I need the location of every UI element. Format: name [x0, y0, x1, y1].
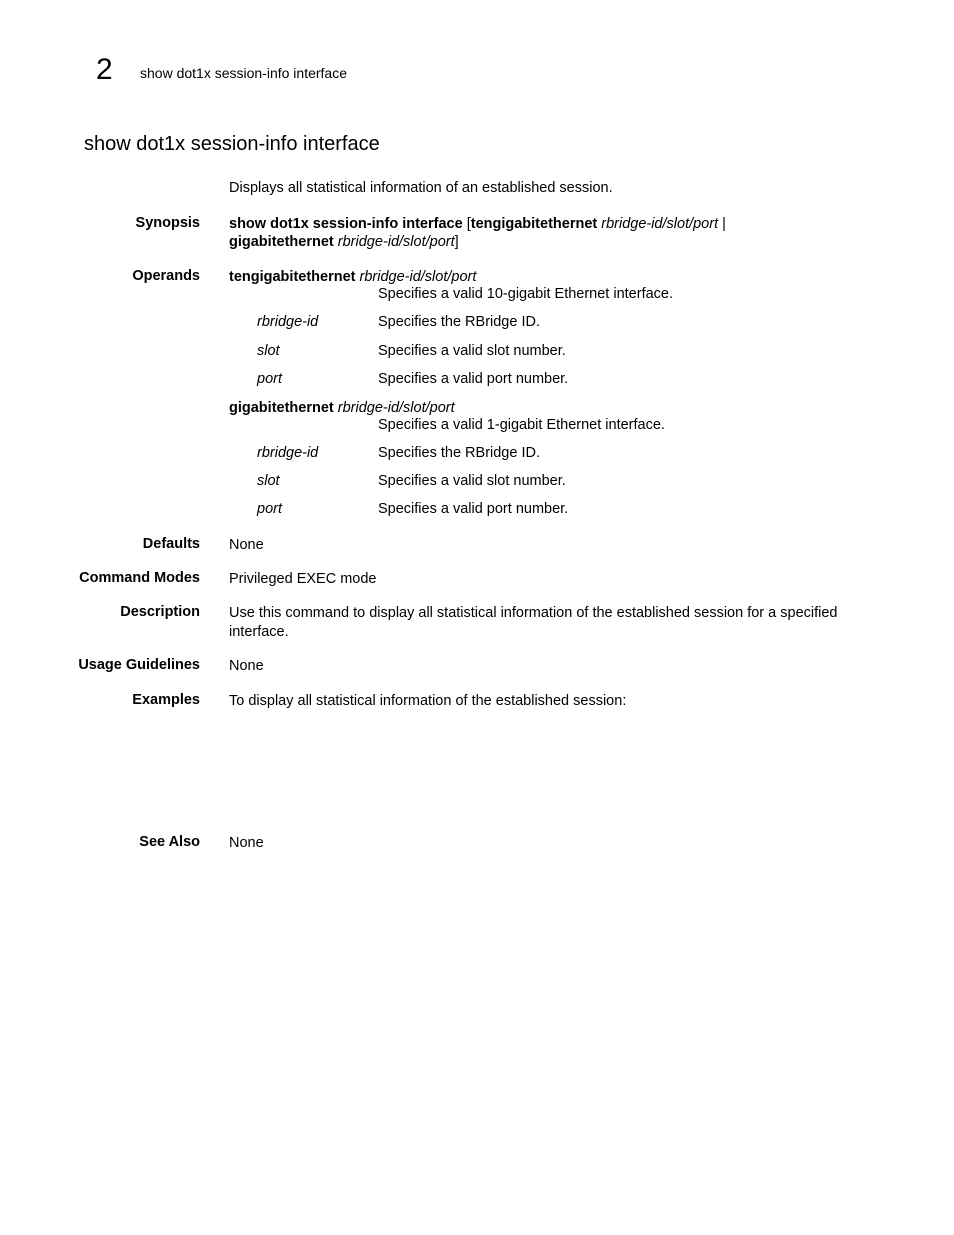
command-modes-text: Privileged EXEC mode	[229, 571, 377, 587]
param-desc: Specifies the RBridge ID.	[378, 445, 540, 461]
running-header: show dot1x session-info interface	[140, 65, 347, 81]
operand-group-1-desc: Specifies a valid 10-gigabit Ethernet interface.	[378, 286, 674, 302]
operand-group-2-desc: Specifies a valid 1-gigabit Ethernet interface.	[378, 417, 665, 433]
param-desc: Specifies a valid port number.	[378, 371, 569, 387]
param-desc: Specifies the RBridge ID.	[378, 314, 540, 330]
synopsis-line-2	[229, 233, 459, 252]
operand-arg: rbridge-id/slot/port	[359, 269, 477, 285]
defaults-text: None	[229, 537, 264, 553]
param-name: slot	[257, 343, 280, 359]
operand-group-2-heading	[229, 399, 455, 418]
synopsis-bracket-close: ]	[454, 234, 459, 250]
see-also-text: None	[229, 835, 264, 851]
param-name: port	[257, 371, 282, 387]
param-desc: Specifies a valid slot number.	[378, 343, 566, 359]
synopsis-keyword-1: tengigabitethernet	[470, 216, 598, 232]
param-name: port	[257, 501, 282, 517]
command-modes-label: Command Modes	[79, 570, 200, 586]
page-title: show dot1x session-info interface	[84, 133, 380, 155]
chapter-number: 2	[96, 53, 113, 86]
param-desc: Specifies a valid port number.	[378, 501, 569, 517]
synopsis-separator: |	[722, 216, 726, 232]
defaults-label: Defaults	[142, 536, 200, 552]
operand-arg: rbridge-id/slot/port	[337, 400, 455, 416]
synopsis-arg-2: rbridge-id/slot/port	[337, 234, 455, 250]
param-name: rbridge-id	[257, 445, 319, 461]
examples-label: Examples	[132, 692, 200, 708]
operand-keyword: gigabitethernet	[229, 400, 334, 416]
synopsis-arg-1: rbridge-id/slot/port	[601, 216, 719, 232]
intro-text: Displays all statistical information of an established session.	[229, 180, 613, 196]
synopsis-label: Synopsis	[135, 215, 200, 231]
param-desc: Specifies a valid slot number.	[378, 473, 566, 489]
description-text: Use this command to display all statistical information of the established session for a specified interface.	[229, 605, 838, 640]
synopsis-keyword-2: gigabitethernet	[229, 234, 334, 250]
synopsis-bracket-open: [	[466, 216, 471, 232]
see-also-label: See Also	[139, 834, 200, 850]
operand-group-1-heading	[229, 268, 476, 287]
synopsis-command: show dot1x session-info interface	[229, 216, 463, 232]
usage-guidelines-label: Usage Guidelines	[78, 657, 200, 673]
operands-label: Operands	[132, 268, 200, 284]
param-name: rbridge-id	[257, 314, 319, 330]
synopsis-line-1	[229, 215, 726, 234]
usage-guidelines-text: None	[229, 658, 264, 674]
operand-keyword: tengigabitethernet	[229, 269, 356, 285]
description-label: Description	[120, 604, 200, 620]
param-name: slot	[257, 473, 280, 489]
examples-text: To display all statistical information of the established session:	[229, 693, 627, 709]
